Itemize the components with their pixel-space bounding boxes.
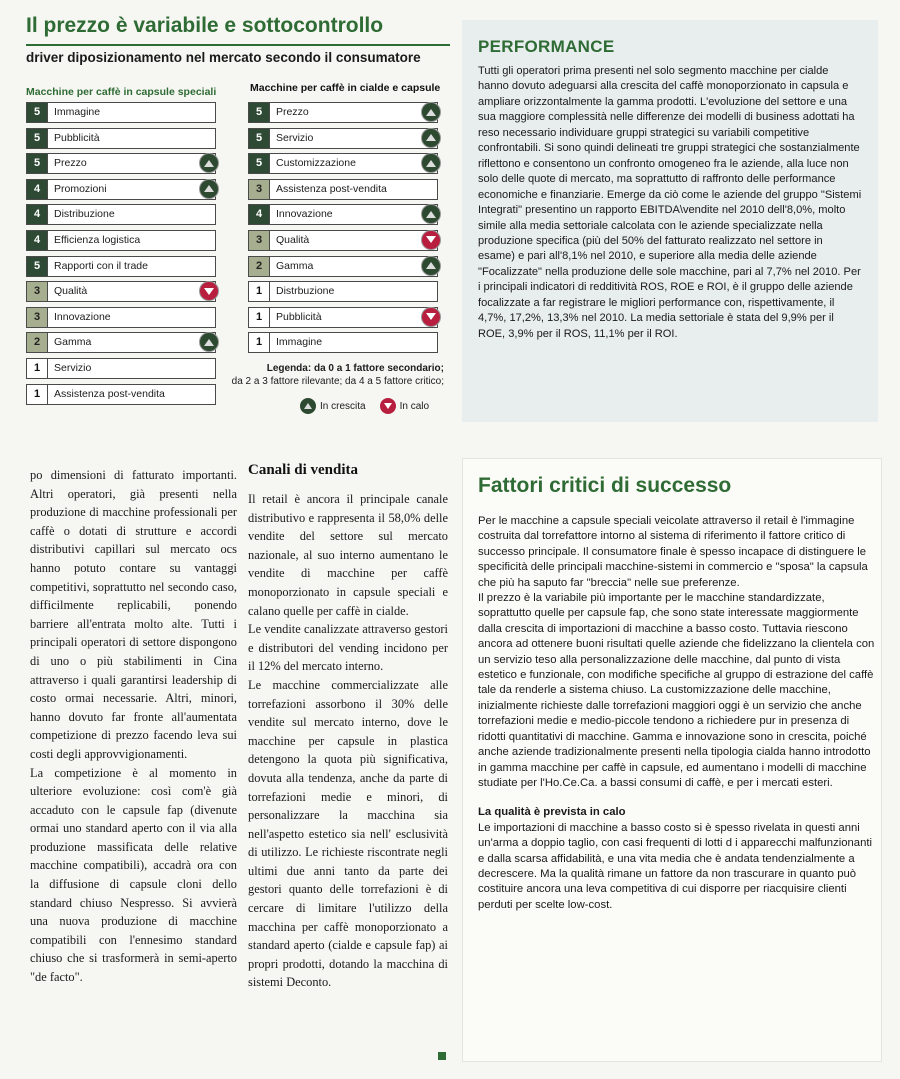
- legend-down-label: In calo: [399, 400, 430, 412]
- factor-level: 5: [27, 103, 48, 122]
- factor-level: 3: [249, 180, 270, 199]
- sales-channels-heading: Canali di vendita: [248, 462, 359, 478]
- factor-row: [26, 128, 216, 149]
- title-divider: [26, 44, 450, 46]
- factor-label: Assistenza post-vendita: [54, 387, 165, 400]
- factor-label: Servizio: [276, 131, 314, 144]
- factor-label: Pubblicità: [276, 310, 322, 323]
- trend-down-icon: [421, 307, 441, 327]
- quality-subtitle: La qualità è prevista in calo: [478, 806, 626, 819]
- factor-level: 4: [27, 180, 48, 199]
- factor-level: 4: [27, 231, 48, 250]
- factor-level: 1: [27, 359, 48, 378]
- factor-level: 5: [249, 103, 270, 122]
- factor-label: Assistenza post-vendita: [276, 182, 387, 195]
- quality-body: Le importazioni di macchine a basso costo si è spesso rivelata in questi anni un'arma a doppio taglio, con casi frequenti di lotti d i apparecchi malfunzionanti e dalla scarsa affidabilità, e una vita media che è andata tendenzialmente a decrescere. Ma la qualità rimane un fattore da non trascurare in quanto può costituire ancora una leva competitiva di cui disporre per riacquisire clienti perduti per scelte low-cost.: [478, 821, 873, 911]
- factor-row: [26, 153, 216, 174]
- capsule-list-heading: Macchine per caffè in capsule speciali: [26, 86, 217, 98]
- trend-up-icon: [421, 153, 441, 173]
- trend-up-icon: [421, 204, 441, 224]
- factor-label: Qualità: [276, 233, 310, 246]
- legend-up-label: In crescita: [320, 400, 366, 412]
- performance-text: Tutti gli operatori prima presenti nel solo segmento macchine per cialde hanno dovuto adeguarsi alla crescita del caffè monoporzionato in capsula e ampliare orizzontalmente la gamma prodotti. L'evoluzione del settore e una sua maggiore complessità nelle differenze dei modelli di business adottati ha reso necessario individuare gruppi strategici su variabili competitive confrontabili. Si sono quindi delineati tre gruppi strategici che sostanzialmente riflettono e consentono un confronto omogeneo fra le aziende, alla luce non solo delle quote di mercato, ma soprattutto di raffronto delle performance economiche e finanziarie. Emerge da ciò come le aziende del gruppo "Sistemi Integrati" presentino un rapporto EBITDA\vendite nel 2010 dell'8,0%, molto simile alla media settoriale calcolata con le aziende specializzate nella produzione specifica (più del 50% del fatturato realizzato nel settore in esame) e pari all'8,1% nel 2010, e superiore alla media delle aziende "Focalizzate" nella produzione delle sole macchine, pari al 7,7% nel 2010. Per i principali indicatori di redditività ROS, ROE e ROI, è il gruppo delle aziende focalizzate a far registrare le migliori performance con, rispettivamente, il 4,7%, 17,2%, 13,3% nel 2010. La media settoriale è stata del 9,9% per il ROE, 3,9% per il ROS, 11,1% per il ROI.: [478, 65, 862, 340]
- factor-level: 1: [249, 333, 270, 352]
- factor-row: [26, 102, 216, 123]
- factor-row: [26, 179, 216, 200]
- factor-label: Prezzo: [54, 157, 87, 170]
- factor-label: Servizio: [54, 361, 92, 374]
- article-column-2: Il retail è ancora il principale canale distributivo e rappresenta il 58,0% delle vendite del settore sul mercato nazionale, al suo interno aumentano le vendite di macchine per caffè monoporzionato in capsule speciali e calano quelle per caffè in cialde. Le vendite canalizzate attraverso gestori e distributori del vending incidono per il 12% del mercato interno. Le macchine commercializzate alle torrefazioni assorbono il 30% delle vendite sul mercato interno, dove le macchine per capsule in plastica detengono la quota più significativa, dovuta alla tendenza, anche da parte di torrefazioni medie e minori, di personalizzare la macchina sia nell'aspetto estetico sia nell' esclusività di utilizzo. Le richieste riscontrate negli ultimi due anni tanto da parte dei gestori quanto delle torrefazioni è di cercare di limitare l'utilizzo della macchina per caffè monoporzionato a standard aperto (cialde e capsule fap) ai propri prodotti, dotando la macchina di sistemi Deconto.: [248, 492, 448, 990]
- factor-level: 1: [249, 308, 270, 327]
- factor-label: Prezzo: [276, 106, 309, 118]
- trend-up-icon: [421, 128, 441, 148]
- trend-up-icon: [421, 102, 441, 122]
- capsule-factor-list: [26, 102, 216, 409]
- trend-up-icon: [199, 332, 219, 352]
- factor-row: [248, 153, 438, 174]
- factor-level: 1: [27, 385, 48, 404]
- factor-row: [248, 102, 438, 123]
- factor-level: 4: [27, 205, 48, 224]
- performance-title: PERFORMANCE: [478, 37, 615, 56]
- critical-factors-title: Fattori critici di successo: [478, 474, 732, 497]
- factor-level: 5: [27, 129, 48, 148]
- factor-row: [248, 332, 438, 353]
- factor-label: Qualità: [54, 285, 88, 298]
- factor-level: 2: [249, 257, 270, 276]
- trend-down-icon: [199, 281, 219, 301]
- factor-row: [248, 281, 438, 302]
- factor-row: [26, 256, 216, 277]
- factor-level: 3: [27, 282, 48, 301]
- pod-list-heading: Macchine per caffè in cialde e capsule: [250, 82, 441, 94]
- legend-text-line1: Legenda: da 0 a 1 fattore secondario;: [266, 363, 444, 374]
- factor-label: Immagine: [54, 106, 101, 118]
- trend-down-icon: [380, 398, 396, 414]
- factor-row: [248, 307, 438, 328]
- factor-row: [248, 230, 438, 251]
- factor-level: 5: [249, 129, 270, 148]
- factor-label: Distrbuzione: [276, 285, 335, 298]
- factor-label: Innovazione: [276, 208, 333, 221]
- factor-level: 3: [249, 231, 270, 250]
- factor-row: [26, 204, 216, 225]
- factor-row: [26, 358, 216, 379]
- factor-label: Innovazione: [54, 310, 111, 323]
- legend: [224, 362, 444, 388]
- factor-label: Gamma: [276, 259, 314, 272]
- factor-label: Distribuzione: [54, 208, 115, 221]
- factor-label: Gamma: [54, 336, 92, 349]
- factor-label: Promozioni: [54, 182, 107, 195]
- trend-up-icon: [421, 256, 441, 276]
- factor-level: 2: [27, 333, 48, 352]
- critical-factors-body: Per le macchine a capsule speciali veicolate attraverso il retail è l'immagine costruita dal torrefattore intorno al sistema di riferimento il fattore critico di successo principale. Il consumatore finale è spesso incapace di distinguere le specificità delle principali macchine-sistemi in commercio e "sposa" la capsula che più ha saputo far "breccia" nelle sue preferenze. Il prezzo è la variabile più importante per le macchine standardizzate, soprattutto quelle per capsule fap, che sono state interessate maggiormente dalla crescita di importazioni di macchine a basso costo. Tuttavia riescono ancora ad ottenere buoni risultati quelle aziende che fidelizzano la clientela con un servizio teso alla personalizzazione delle macchine, dal punto di vista estetico e funzionale, con modifiche specifiche al gruppo di estrazione del caffè tale da renderle a sistema chiuso. La customizzazione delle macchine, inizialmente richieste dalle torrefazioni maggiori oggi è un servizio che anche torrefazioni medie e medio-piccole tendono a richiedere pur in presenza di ridotti quantitativi di macchine. Gamma e innovazione sono in crescita, poiché anche aziende tradizionalmente presenti nella tipologia cialda hanno introdotto in gamma macchine per caffè in capsule, ed aumentano i modelli di macchine studiate per l'Ho.Ce.Ca. a bassi consumi di caffè, e per i mercati esteri.: [478, 515, 875, 789]
- factor-label: Pubblicità: [54, 131, 100, 144]
- factor-label: Immagine: [276, 336, 323, 349]
- factor-row: [248, 128, 438, 149]
- factor-label: Efficienza logistica: [54, 233, 141, 246]
- trend-down-icon: [421, 230, 441, 250]
- factor-label: Rapporti con il trade: [54, 259, 148, 272]
- factor-level: 1: [249, 282, 270, 301]
- factor-row: [26, 230, 216, 251]
- factor-row: [248, 256, 438, 277]
- trend-up-icon: [199, 153, 219, 173]
- pod-factor-list: [248, 102, 438, 358]
- factor-level: 5: [249, 154, 270, 173]
- factor-level: 4: [249, 205, 270, 224]
- article-end-mark: [438, 1052, 446, 1060]
- factor-row: [26, 332, 216, 353]
- factor-level: 3: [27, 308, 48, 327]
- critical-factors-text: [478, 514, 878, 913]
- factor-level: 5: [27, 154, 48, 173]
- page-subtitle: driver diposizionamento nel mercato secondo il consumatore: [26, 50, 421, 65]
- factor-row: [26, 384, 216, 405]
- factor-row: [26, 281, 216, 302]
- article-column-1: po dimensioni di fatturato importanti. Altri operatori, già presenti nella produzione di macchine professionali per caffè o dotati di strutture e accordi distributivi capillari sul mercato ocs hanno potuto contare su vantaggi competitivi, soprattutto nel secondo caso, difficilmente replicabili, ponendo barriere all'entrata molto alte. Tutti i principali operatori di settore dispongono di uno o più stabilimenti in Cina attraverso i quali garantirsi leadership di costo ormai necessarie. Altri, minori, hanno dovuto far fronte all'aumentata competizione di prezzo facendo leva sui costi degli approvvigionamenti. La competizione è al momento in ulteriore evoluzione: così com'è già accaduto con le capsule fap (divenute ormai uno standard aperto con il via alla produzione massificata delle relative macchine compatibili), accadrà ora con la diffusione di capsule cloni dello standard chiuso Nespresso. Si avvierà una nuova produzione di macchine compatibili con l'ennesimo standard chiuso che si trasformerà in semi-aperto "de facto".: [30, 468, 237, 985]
- factor-label: Customizzazione: [276, 157, 356, 170]
- legend-key: [300, 398, 429, 414]
- factor-row: [248, 179, 438, 200]
- factor-level: 5: [27, 257, 48, 276]
- legend-text-line2: da 2 a 3 fattore rilevante; da 4 a 5 fattore critico;: [231, 376, 444, 387]
- trend-up-icon: [199, 179, 219, 199]
- factor-row: [248, 204, 438, 225]
- trend-up-icon: [300, 398, 316, 414]
- factor-row: [26, 307, 216, 328]
- page-title: Il prezzo è variabile e sottocontrollo: [26, 14, 384, 37]
